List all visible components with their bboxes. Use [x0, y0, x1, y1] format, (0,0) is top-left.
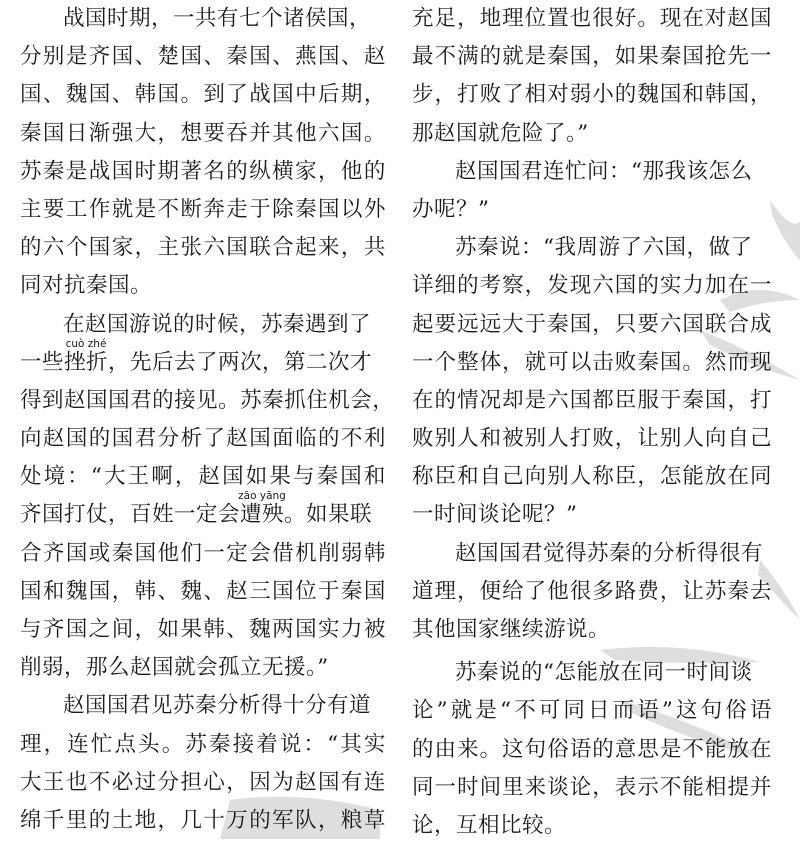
text-line: 同对抗秦国。 [20, 273, 153, 299]
text-line: 向 赵 国 的 国 君 分 析 了 赵 国 面 临 的 不 利 [20, 426, 386, 452]
text-line: 分 别 是 齐 国 、 楚 国 、 秦 国 、 燕 国 、 赵 [20, 44, 386, 70]
text-line: 的 六 个 国 家 ， 主 张 六 国 联 合 起 来 ， 共 [20, 235, 386, 261]
text-line: 道 理 ， 便 给 了 他 很 多 路 费 ， 让 苏 秦 去 [412, 578, 772, 604]
text-line: 充 足 ， 地 理 位 置 也 很 好 。 现 在 对 赵 国 [412, 6, 772, 31]
text-line: 赵国国君见苏秦分析得十分有道 [63, 693, 372, 719]
text-line: 合 齐 国 或 秦 国 他 们 一 定 会 借 机 削 弱 韩 [20, 540, 386, 566]
annotated-word: 遭殃 [240, 502, 285, 528]
text-line: 办呢？” [412, 196, 490, 222]
text-line: 的 由 来 。 这 句 俗 语 的 意 思 是 不 能 放 在 [412, 736, 772, 762]
text-line-with-ruby [20, 490, 386, 534]
text-line: 得 到 赵 国 国 君 的 接 见 。 苏 秦 抓 住 机 会 ， [20, 387, 395, 413]
text-line: 称 臣 和 自 己 向 别 人 称 臣 ， 怎 能 放 在 同 [412, 464, 772, 490]
text-line: 战国时期，一共有七个诸侯国， [63, 6, 372, 31]
text-line: 削弱，那么赵国就会孤立无援。” [20, 655, 329, 681]
text-line: 在 的 情 况 却 是 六 国 都 臣 服 于 秦 国 ， 打 [412, 387, 772, 413]
text-line: 国 、 魏 国 、 韩 国 。 到 了 战 国 中 后 期 ， [20, 82, 386, 108]
text-line: 在赵国游说的时候，苏秦遇到了 [63, 311, 372, 337]
text-line: 绵 千 里 的 土 地 ， 几 十 万 的 军 队 ， 粮 草 [20, 807, 386, 833]
pinyin-annotation: zāo yāng [238, 490, 286, 503]
text-segment: 一些 [20, 349, 65, 375]
text-line: 一 个 整 体 ， 就 可 以 击 败 秦 国 。 然 而 现 [412, 349, 772, 375]
pinyin-annotation: cuò zhé [65, 337, 107, 350]
text-line: 那赵国就危险了。” [412, 120, 589, 146]
text-segment: ，先后去了两次，第二次才 [108, 349, 373, 375]
text-line: 苏秦说的“怎能放在同一时间谈 [455, 660, 753, 686]
text-line: 论 ” 就 是 “ 不 可 同 日 而 语 ” 这 句 俗 语 [412, 698, 772, 724]
text-line: 大 王 也 不 必 过 分 担 心 ， 因 为 赵 国 有 连 [20, 769, 386, 795]
text-line: 苏秦说：“我周游了六国，做了 [455, 235, 753, 261]
text-line: 与 齐 国 之 间 ， 如 果 韩 、 魏 两 国 实 力 被 [20, 617, 386, 642]
text-line: 理 ， 连 忙 点 头 。 苏 秦 接 着 说 ： “ 其 实 [20, 731, 386, 757]
text-line: 国 和 魏 国 ， 韩 、 魏 、 赵 三 国 位 于 秦 国 [20, 578, 386, 604]
text-line: 步 ， 打 败 了 相 对 弱 小 的 魏 国 和 韩 国 ， [412, 82, 772, 108]
text-line: 起 要 远 远 大 于 秦 国 ， 只 要 六 国 联 合 成 [412, 311, 772, 337]
text-line: 详 细 的 考 察 ， 发 现 六 国 的 实 力 加 在 一 [412, 273, 772, 299]
text-line: 败 别 人 和 被 别 人 打 败 ， 让 别 人 向 自 己 [412, 426, 772, 452]
text-line: 论，互相比较。 [412, 812, 567, 838]
text-segment: 。如果联 [284, 502, 373, 528]
text-line: 处 境 ： “ 大 王 啊 ， 赵 国 如 果 与 秦 国 和 [20, 464, 386, 490]
text-line: 其他国家继续游说。 [412, 617, 611, 642]
text-line: 苏 秦 是 战 国 时 期 著 名 的 纵 横 家 ， 他 的 [20, 158, 386, 184]
right-column [412, 0, 772, 845]
text-line: 最 不 满 的 就 是 秦 国 ， 如 果 秦 国 抢 先 一 [412, 44, 772, 70]
text-line: 赵国国君连忙问：“那我该怎么 [455, 158, 753, 184]
ruby-word [238, 490, 286, 534]
text-line: 赵国国君觉得苏秦的分析得很有 [455, 540, 764, 566]
text-line: 一时间谈论呢？” [412, 502, 578, 528]
left-column [20, 0, 395, 840]
ruby-word [64, 337, 109, 382]
text-segment: 齐国打仗，百姓一定会 [20, 502, 241, 528]
text-line: 主 要 工 作 就 是 不 断 奔 走 于 除 秦 国 以 外 [20, 196, 386, 222]
text-line-with-ruby [20, 337, 386, 382]
text-line: 秦 国 日 渐 强 大 ， 想 要 吞 并 其 他 六 国 。 [20, 120, 386, 146]
annotated-word: 挫折 [64, 349, 109, 375]
text-line: 同 一 时 间 里 来 谈 论 ， 表 示 不 能 相 提 并 [412, 774, 772, 800]
